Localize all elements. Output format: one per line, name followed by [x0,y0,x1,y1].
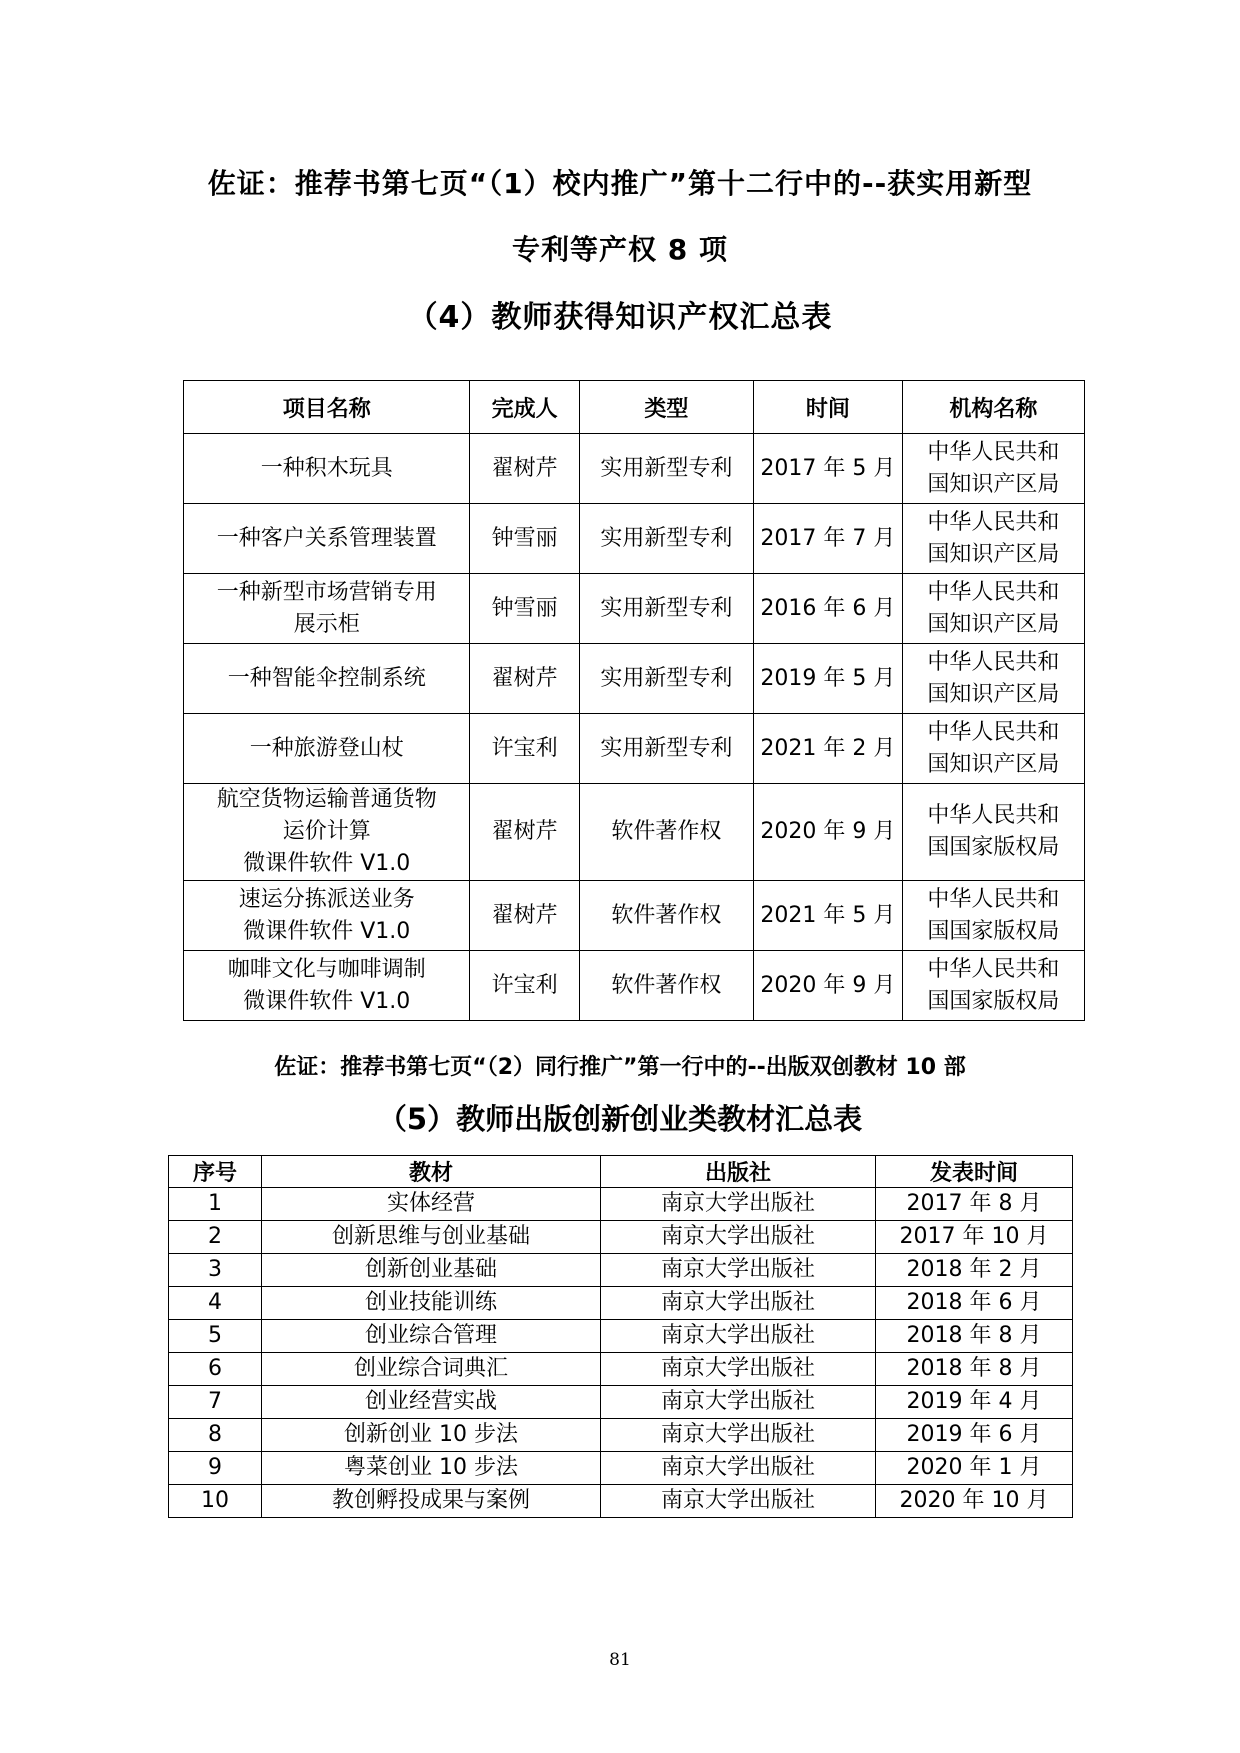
cell-textbook: 创业综合管理 [262,1320,601,1353]
cell-publish-date: 2018 年 2 月 [876,1254,1073,1287]
cell-person: 钟雪丽 [470,504,579,574]
cell-project-name: 一种客户关系管理装置 [184,504,470,574]
cell-number: 8 [169,1419,262,1452]
cell-org: 中华人民共和 国知识产区局 [902,504,1084,574]
table-row [184,504,1085,574]
cell-person: 许宝利 [470,951,579,1021]
cell-number: 5 [169,1320,262,1353]
table-row [169,1221,1073,1254]
cell-person: 翟树芹 [470,644,579,714]
table-row [184,644,1085,714]
cell-time: 2017 年 7 月 [753,504,902,574]
cell-number: 10 [169,1485,262,1518]
col-header-publisher: 出版社 [601,1156,876,1188]
cell-textbook: 创业经营实战 [262,1386,601,1419]
cell-person: 翟树芹 [470,784,579,881]
cell-org: 中华人民共和 国知识产区局 [902,644,1084,714]
cell-project-name: 一种新型市场营销专用 展示柜 [184,574,470,644]
cell-org: 中华人民共和 国国家版权局 [902,881,1084,951]
table-row [169,1419,1073,1452]
col-header-textbook: 教材 [262,1156,601,1188]
cell-publisher: 南京大学出版社 [601,1188,876,1221]
cell-org: 中华人民共和 国知识产区局 [902,714,1084,784]
cell-publisher: 南京大学出版社 [601,1287,876,1320]
table-row [184,574,1085,644]
cell-type: 实用新型专利 [579,714,753,784]
cell-project-name: 航空货物运输普通货物 运价计算 微课件软件 V1.0 [184,784,470,881]
cell-textbook: 创业综合词典汇 [262,1353,601,1386]
cell-publisher: 南京大学出版社 [601,1452,876,1485]
cell-org: 中华人民共和 国知识产区局 [902,434,1084,504]
cell-textbook: 粤菜创业 10 步法 [262,1452,601,1485]
cell-textbook: 创新创业 10 步法 [262,1419,601,1452]
cell-person: 钟雪丽 [470,574,579,644]
cell-publish-date: 2019 年 4 月 [876,1386,1073,1419]
cell-publish-date: 2020 年 1 月 [876,1452,1073,1485]
cell-org: 中华人民共和 国国家版权局 [902,784,1084,881]
col-header-time: 时间 [753,381,902,434]
cell-publish-date: 2018 年 6 月 [876,1287,1073,1320]
cell-person: 许宝利 [470,714,579,784]
table-row [169,1485,1073,1518]
table-row [169,1320,1073,1353]
cell-type: 实用新型专利 [579,574,753,644]
cell-project-name: 一种智能伞控制系统 [184,644,470,714]
cell-project-name: 一种积木玩具 [184,434,470,504]
col-header-publish-date: 发表时间 [876,1156,1073,1188]
cell-publisher: 南京大学出版社 [601,1221,876,1254]
cell-publish-date: 2018 年 8 月 [876,1353,1073,1386]
cell-project-name: 速运分拣派送业务 微课件软件 V1.0 [184,881,470,951]
cell-number: 3 [169,1254,262,1287]
cell-type: 实用新型专利 [579,504,753,574]
cell-publish-date: 2017 年 10 月 [876,1221,1073,1254]
cell-person: 翟树芹 [470,434,579,504]
table-row [169,1353,1073,1386]
table-header-row [169,1156,1073,1188]
col-header-number: 序号 [169,1156,262,1188]
cell-publisher: 南京大学出版社 [601,1419,876,1452]
cell-type: 实用新型专利 [579,434,753,504]
table-row [169,1188,1073,1221]
cell-time: 2016 年 6 月 [753,574,902,644]
table-header-row [184,381,1085,434]
cell-textbook: 教创孵投成果与案例 [262,1485,601,1518]
cell-person: 翟树芹 [470,881,579,951]
cell-project-name: 咖啡文化与咖啡调制 微课件软件 V1.0 [184,951,470,1021]
cell-number: 1 [169,1188,262,1221]
cell-time: 2020 年 9 月 [753,951,902,1021]
cell-publish-date: 2018 年 8 月 [876,1320,1073,1353]
cell-type: 实用新型专利 [579,644,753,714]
cell-textbook: 创新创业基础 [262,1254,601,1287]
cell-number: 9 [169,1452,262,1485]
table2-title: （5）教师出版创新创业类教材汇总表 [377,1102,863,1136]
evidence-heading-section2: 佐证：推荐书第七页“（2）同行推广”第一行中的--出版双创教材 10 部 [274,1055,966,1080]
evidence-heading-line1: 佐证：推荐书第七页“（1）校内推广”第十二行中的--获实用新型 [207,167,1033,200]
col-header-type: 类型 [579,381,753,434]
cell-publisher: 南京大学出版社 [601,1353,876,1386]
col-header-person: 完成人 [470,381,579,434]
cell-publisher: 南京大学出版社 [601,1320,876,1353]
cell-org: 中华人民共和 国知识产区局 [902,574,1084,644]
cell-time: 2020 年 9 月 [753,784,902,881]
table-row [184,881,1085,951]
cell-textbook: 创业技能训练 [262,1287,601,1320]
cell-publisher: 南京大学出版社 [601,1254,876,1287]
cell-textbook: 实体经营 [262,1188,601,1221]
cell-publish-date: 2020 年 10 月 [876,1485,1073,1518]
textbook-summary-table [168,1155,1073,1518]
table1-title: （4）教师获得知识产权汇总表 [407,300,833,335]
cell-number: 7 [169,1386,262,1419]
cell-time: 2021 年 2 月 [753,714,902,784]
table-row [184,714,1085,784]
page-number: 81 [609,1650,631,1670]
cell-number: 2 [169,1221,262,1254]
cell-project-name: 一种旅游登山杖 [184,714,470,784]
table-row [169,1287,1073,1320]
cell-number: 4 [169,1287,262,1320]
cell-time: 2021 年 5 月 [753,881,902,951]
cell-publish-date: 2017 年 8 月 [876,1188,1073,1221]
table-row [169,1254,1073,1287]
table-row [169,1452,1073,1485]
cell-type: 软件著作权 [579,881,753,951]
cell-publisher: 南京大学出版社 [601,1386,876,1419]
col-header-project-name: 项目名称 [184,381,470,434]
table-row [184,434,1085,504]
cell-publish-date: 2019 年 6 月 [876,1419,1073,1452]
col-header-org: 机构名称 [902,381,1084,434]
table-row [184,951,1085,1021]
cell-time: 2017 年 5 月 [753,434,902,504]
cell-type: 软件著作权 [579,951,753,1021]
table-row [169,1386,1073,1419]
cell-publisher: 南京大学出版社 [601,1485,876,1518]
cell-org: 中华人民共和 国国家版权局 [902,951,1084,1021]
cell-type: 软件著作权 [579,784,753,881]
cell-time: 2019 年 5 月 [753,644,902,714]
cell-number: 6 [169,1353,262,1386]
table-row [184,784,1085,881]
evidence-heading-line2: 专利等产权 8 项 [512,233,728,266]
ip-summary-table [183,380,1085,1021]
cell-textbook: 创新思维与创业基础 [262,1221,601,1254]
